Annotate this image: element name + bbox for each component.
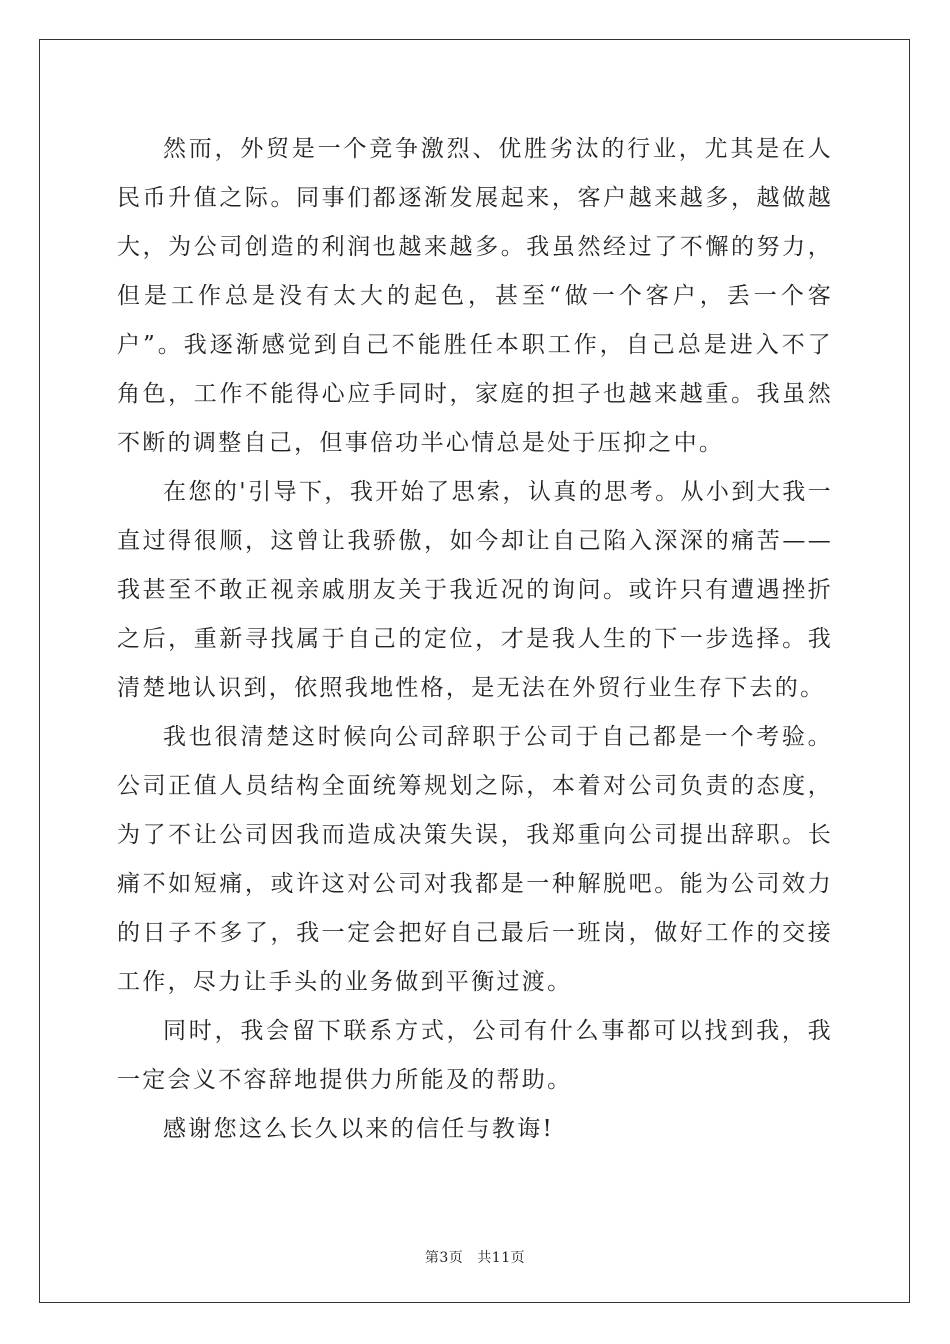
paragraph-4: 同时，我会留下联系方式，公司有什么事都可以找到我，我一定会义不容辞地提供力所能及的帮助。 bbox=[117, 1018, 833, 1093]
paragraph-2: 在您的'引导下，我开始了思索，认真的思考。从小到大我一直过得很顺，这曾让我骄傲，如今却让自己陷入深深的痛苦——我甚至不敢正视亲戚朋友关于我近况的询问。或许只有遭遇挫折之后，重新寻找属于自己的定位，才是我人生的下一步选择。我清楚地认识到，依照我地性格，是无法在外贸行业生存下去的。 bbox=[117, 479, 833, 701]
paragraph-1: 然而，外贸是一个竞争激烈、优胜劣汰的行业，尤其是在人民币升值之际。同事们都逐渐发展起来，客户越来越多，越做越大，为公司创造的利润也越来越多。我虽然经过了不懈的努力，但是工作总是没有太大的起色，甚至“做一个客户，丢一个客户”。我逐渐感觉到自己不能胜任本职工作，自己总是进入不了角色，工作不能得心应手同时，家庭的担子也越来越重。我虽然不断的调整自己，但事倍功半心情总是处于压抑之中。 bbox=[117, 136, 833, 456]
document-body bbox=[117, 125, 833, 1154]
paragraph-3: 我也很清楚这时候向公司辞职于公司于自己都是一个考验。公司正值人员结构全面统筹规划之际，本着对公司负责的态度，为了不让公司因我而造成决策失误，我郑重向公司提出辞职。长痛不如短痛，或许这对公司对我都是一种解脱吧。能为公司效力的日子不多了，我一定会把好自己最后一班岗，做好工作的交接工作，尽力让手头的业务做到平衡过渡。 bbox=[117, 724, 833, 995]
page-number: 第3页 bbox=[424, 1250, 464, 1266]
page-total: 共11页 bbox=[477, 1250, 526, 1266]
paragraph-5: 感谢您这么长久以来的信任与教诲! bbox=[163, 1116, 555, 1142]
page-footer bbox=[0, 1247, 950, 1267]
